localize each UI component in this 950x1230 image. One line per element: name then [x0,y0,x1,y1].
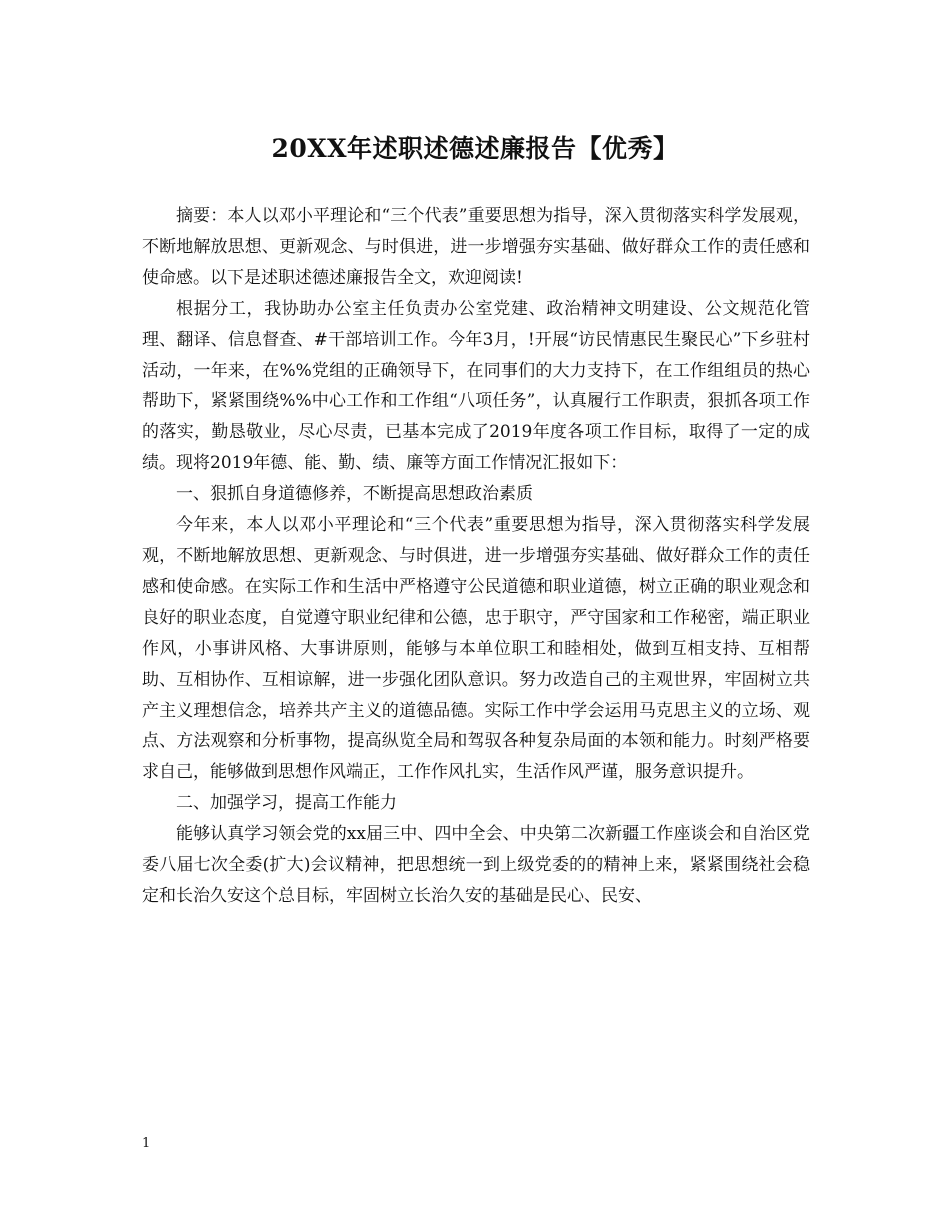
abstract-paragraph: 摘要：本人以邓小平理论和“三个代表”重要思想为指导，深入贯彻落实科学发展观，不断地解放思想、更新观念、与时俱进，进一步增强夯实基础、做好群众工作的责任感和使命感。以下是述职述德述廉报告全文，欢迎阅读! [142,206,810,288]
section-heading: 一、狠抓自身道德修养，不断提高思想政治素质 [176,484,533,505]
section-heading: 二、加强学习，提高工作能力 [176,793,397,814]
page-number: 1 [142,1136,151,1151]
document-body [142,201,810,912]
document-title: 20XX年述职述德述廉报告【优秀】 [271,134,679,163]
body-paragraph: 能够认真学习领会党的xx届三中、四中全会、中央第二次新疆工作座谈会和自治区党委八届七次全委(扩大)会议精神，把思想统一到上级党委的的精神上来，紧紧围绕社会稳定和长治久安这个总目标，牢固树立长治久安的基础是民心、民安、 [142,824,810,906]
body-paragraph: 今年来，本人以邓小平理论和“三个代表”重要思想为指导，深入贯彻落实科学发展观，不断地解放思想、更新观念、与时俱进，进一步增强夯实基础、做好群众工作的责任感和使命感。在实际工作和生活中严格遵守公民道德和职业道德，树立正确的职业观念和良好的职业态度，自觉遵守职业纪律和公德，忠于职守，严守国家和工作秘密，端正职业作风，小事讲风格、大事讲原则，能够与本单位职工和睦相处，做到互相支持、互相帮助、互相协作、互相谅解，进一步强化团队意识。努力改造自己的主观世界，牢固树立共产主义理想信念，培养共产主义的道德品德。实际工作中学会运用马克思主义的立场、观点、方法观察和分析事物，提高纵览全局和驾驭各种复杂局面的本领和能力。时刻严格要求自己，能够做到思想作风端正，工作作风扎实，生活作风严谨，服务意识提升。 [142,515,810,783]
body-paragraph: 根据分工，我协助办公室主任负责办公室党建、政治精神文明建设、公文规范化管理、翻译、信息督查、#干部培训工作。今年3月，!开展“访民情惠民生聚民心”下乡驻村活动，一年来，在%%党组的正确领导下，在同事们的大力支持下，在工作组组员的热心帮助下，紧紧围绕%%中心工作和工作组“八项任务”，认真履行工作职责，狠抓各项工作的落实，勤恳敬业，尽心尽责，已基本完成了2019年度各项工作目标，取得了一定的成绩。现将2019年德、能、勤、绩、廉等方面工作情况汇报如下： [142,298,810,474]
